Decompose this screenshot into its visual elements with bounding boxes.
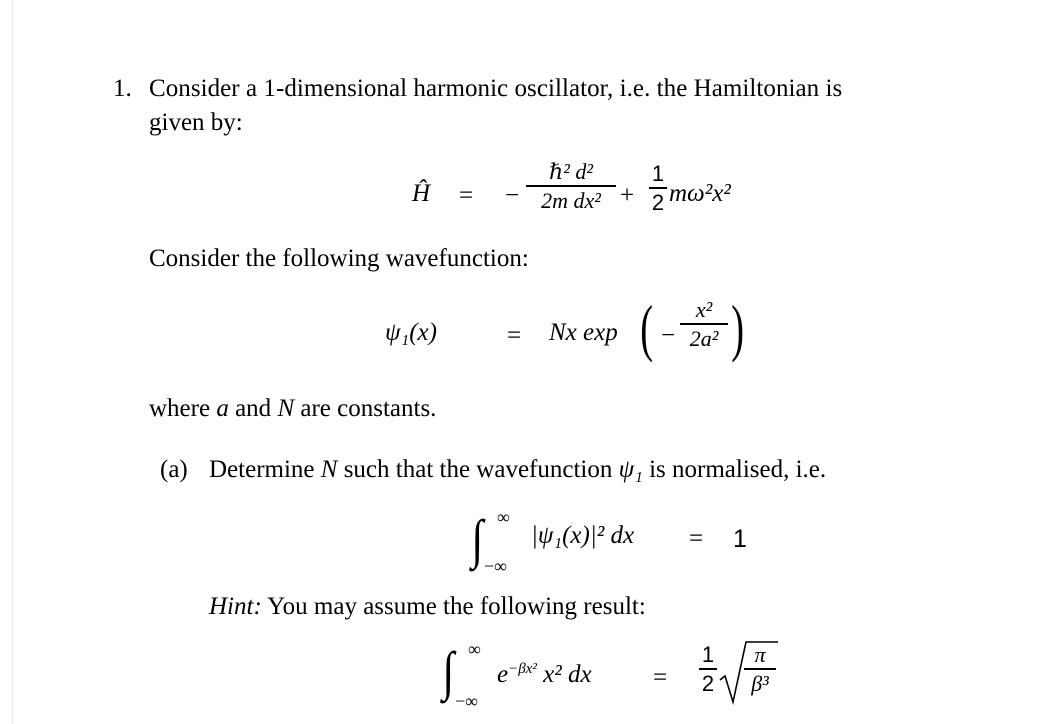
problem-intro-line2: given by: xyxy=(149,109,243,136)
upper-limit: ∞ xyxy=(468,639,481,659)
equals-sign: = xyxy=(507,322,522,349)
equals-sign: = xyxy=(459,182,474,209)
half-denominator: 2 xyxy=(651,189,665,215)
kinetic-denominator: 2m dx² xyxy=(541,187,601,213)
hint-integrand xyxy=(497,661,592,689)
upper-limit: ∞ xyxy=(497,507,510,527)
wavefunction-prefix: Nx exp xyxy=(549,319,618,346)
hint-text: You may assume the following result: xyxy=(267,593,646,620)
part-a-text-after: is normalised, i.e. xyxy=(649,456,827,483)
minus-sign: − xyxy=(505,182,520,209)
hint-integrand-rest: x² dx xyxy=(543,661,592,688)
plus-sign: + xyxy=(620,182,635,209)
part-a-text xyxy=(209,455,826,485)
problem-intro-line1: Consider a 1-dimensional harmonic oscillator, i.e. the Hamiltonian is xyxy=(149,75,843,102)
problem-number: 1. xyxy=(113,75,132,102)
kinetic-fraction xyxy=(526,160,616,214)
normalisation-rhs: 1 xyxy=(733,525,747,553)
wavefunction-lhs: ψ₁(x) xyxy=(385,319,437,346)
equals-sign: = xyxy=(689,525,704,552)
half-numerator: 1 xyxy=(701,642,715,667)
sqrt-denominator: β³ xyxy=(751,670,769,696)
constants-rest: are constants. xyxy=(300,395,437,422)
sqrt-fraction xyxy=(744,643,776,697)
half-denominator: 2 xyxy=(701,670,715,696)
kinetic-numerator: ℏ² d² xyxy=(549,159,593,184)
exponent-denominator: 2a² xyxy=(689,325,719,351)
exp-base: e xyxy=(497,661,509,688)
equals-sign: = xyxy=(653,664,668,691)
minus-sign: − xyxy=(661,322,676,349)
hamiltonian-lhs: Ĥ xyxy=(412,180,431,207)
exponent-fraction xyxy=(680,298,728,352)
symbol-a: a xyxy=(216,395,229,422)
exponent-numerator: x² xyxy=(695,297,713,322)
word-and: and xyxy=(235,395,272,422)
sqrt-numerator: π xyxy=(754,642,766,667)
part-a-label: (a) xyxy=(160,456,188,483)
part-a-text-mid: such that the wavefunction xyxy=(343,456,613,483)
normalisation-integrand: |ψ₁(x)|² dx xyxy=(531,522,635,549)
integral-sign: ∫ xyxy=(471,509,484,569)
constants-line xyxy=(149,394,436,424)
integral-sign: ∫ xyxy=(442,641,455,701)
symbol-psi1: ψ₁ xyxy=(618,456,643,483)
left-paren: ( xyxy=(640,292,654,363)
half-numerator: 1 xyxy=(651,161,665,186)
half-fraction xyxy=(649,162,667,216)
exp-power: −βx² xyxy=(508,661,537,677)
part-a-text-before: Determine xyxy=(209,456,315,483)
wavefunction-intro: Consider the following wavefunction: xyxy=(149,245,529,272)
hint-label: Hint: xyxy=(209,593,262,620)
word-where: where xyxy=(149,395,211,422)
lower-limit: −∞ xyxy=(484,556,507,576)
cropped-previous-line xyxy=(380,0,850,4)
hint-line xyxy=(209,592,646,622)
symbol-N: N xyxy=(320,456,338,483)
lower-limit: −∞ xyxy=(455,691,478,711)
page-edge xyxy=(12,0,13,724)
half-fraction xyxy=(699,643,717,697)
right-paren: ) xyxy=(731,292,745,363)
symbol-N: N xyxy=(277,395,295,422)
potential-term: mω²x² xyxy=(669,180,731,207)
